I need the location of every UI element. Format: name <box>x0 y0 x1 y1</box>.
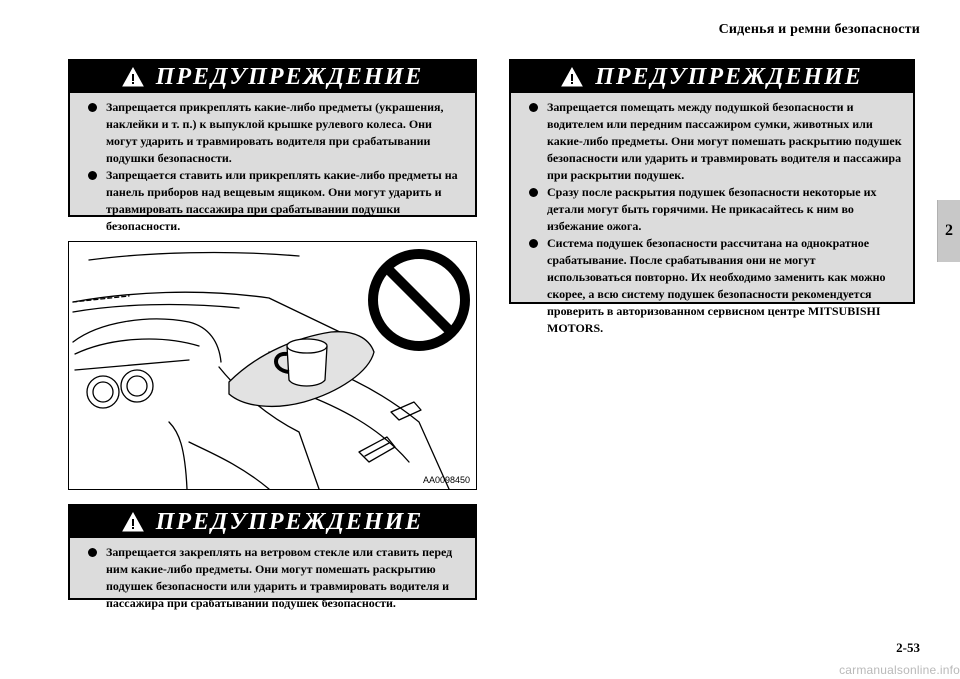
warning-header <box>70 61 475 93</box>
warning-header <box>70 506 475 538</box>
warning-triangle-icon <box>122 512 144 532</box>
warning-item-text: Запрещается ставить или прикреплять какие-либо предметы на панель приборов над вещевым ящиком. Они могут ударить и травмировать пассажира при срабатывании подушки безопасности. <box>106 168 458 233</box>
bullet-icon <box>88 103 97 112</box>
page-header-title: Сиденья и ремни безопасности <box>718 22 920 37</box>
warning-item <box>527 235 903 337</box>
bullet-icon <box>529 188 538 197</box>
warning-item-text: Запрещается помещать между подушкой безопасности и водителем или передним пассажиром сумки, животных или какие-либо предметы. Они могут помешать раскрытию подушек безопасности или ударить и травмировать водителя и пассажира при раскрытии подушек. <box>547 100 902 182</box>
bullet-icon <box>529 103 538 112</box>
watermark[interactable]: carmanualsonline.info <box>839 663 960 677</box>
warning-item-text: Система подушек безопасности рассчитана на однократное срабатывание. После срабатывания они не могут использоваться повторно. Их необходимо заменить как можно скорее, а всю систему подушек безопасности рекомендуется проверить в авторизованном сервисном центре MITSUBISHI MOTORS. <box>547 236 886 335</box>
warning-item-text: Запрещается прикреплять какие-либо предметы (украшения, наклейки и т. п.) к выпуклой крышке рулевого колеса. Они могут ударить и травмировать водителя при срабатывании подушки безопасности. <box>106 100 444 165</box>
figure-code: AA0098450 <box>422 475 470 485</box>
warning-triangle-icon <box>122 67 144 87</box>
prohibited-icon <box>373 254 465 346</box>
warning-triangle-icon <box>561 67 583 87</box>
warning-item-text: Запрещается закреплять на ветровом стекле или ставить перед ним какие-либо предметы. Они могут помешать раскрытию подушек безопасности или ударить и травмировать водителя и пассажира при срабатывании подушек безопасности. <box>106 545 453 610</box>
warning-item-text: Сразу после раскрытия подушек безопасности некоторые их детали могут быть горячими. Не прикасайтесь к ним во избежание ожога. <box>547 185 877 233</box>
warning-header <box>511 61 913 93</box>
warning-item <box>86 99 465 167</box>
warning-item <box>527 184 903 235</box>
warning-box-2 <box>68 504 477 610</box>
page-number: 2-53 <box>896 640 920 655</box>
dashboard-drawing <box>69 242 476 489</box>
warning-title: ПРЕДУПРЕЖДЕНИЕ <box>595 63 863 90</box>
warning-item <box>86 167 465 235</box>
warning-title: ПРЕДУПРЕЖДЕНИЕ <box>155 508 424 535</box>
warning-item <box>86 544 465 612</box>
warning-item <box>527 99 903 184</box>
warning-box-3 <box>509 59 915 335</box>
warning-box-1 <box>68 59 477 233</box>
chapter-tab-label: 2 <box>945 222 953 239</box>
bullet-icon <box>88 548 97 557</box>
bullet-icon <box>529 239 538 248</box>
dashboard-illustration <box>68 241 477 490</box>
warning-title: ПРЕДУПРЕЖДЕНИЕ <box>155 63 424 90</box>
bullet-icon <box>88 171 97 180</box>
chapter-tab[interactable] <box>937 200 960 262</box>
